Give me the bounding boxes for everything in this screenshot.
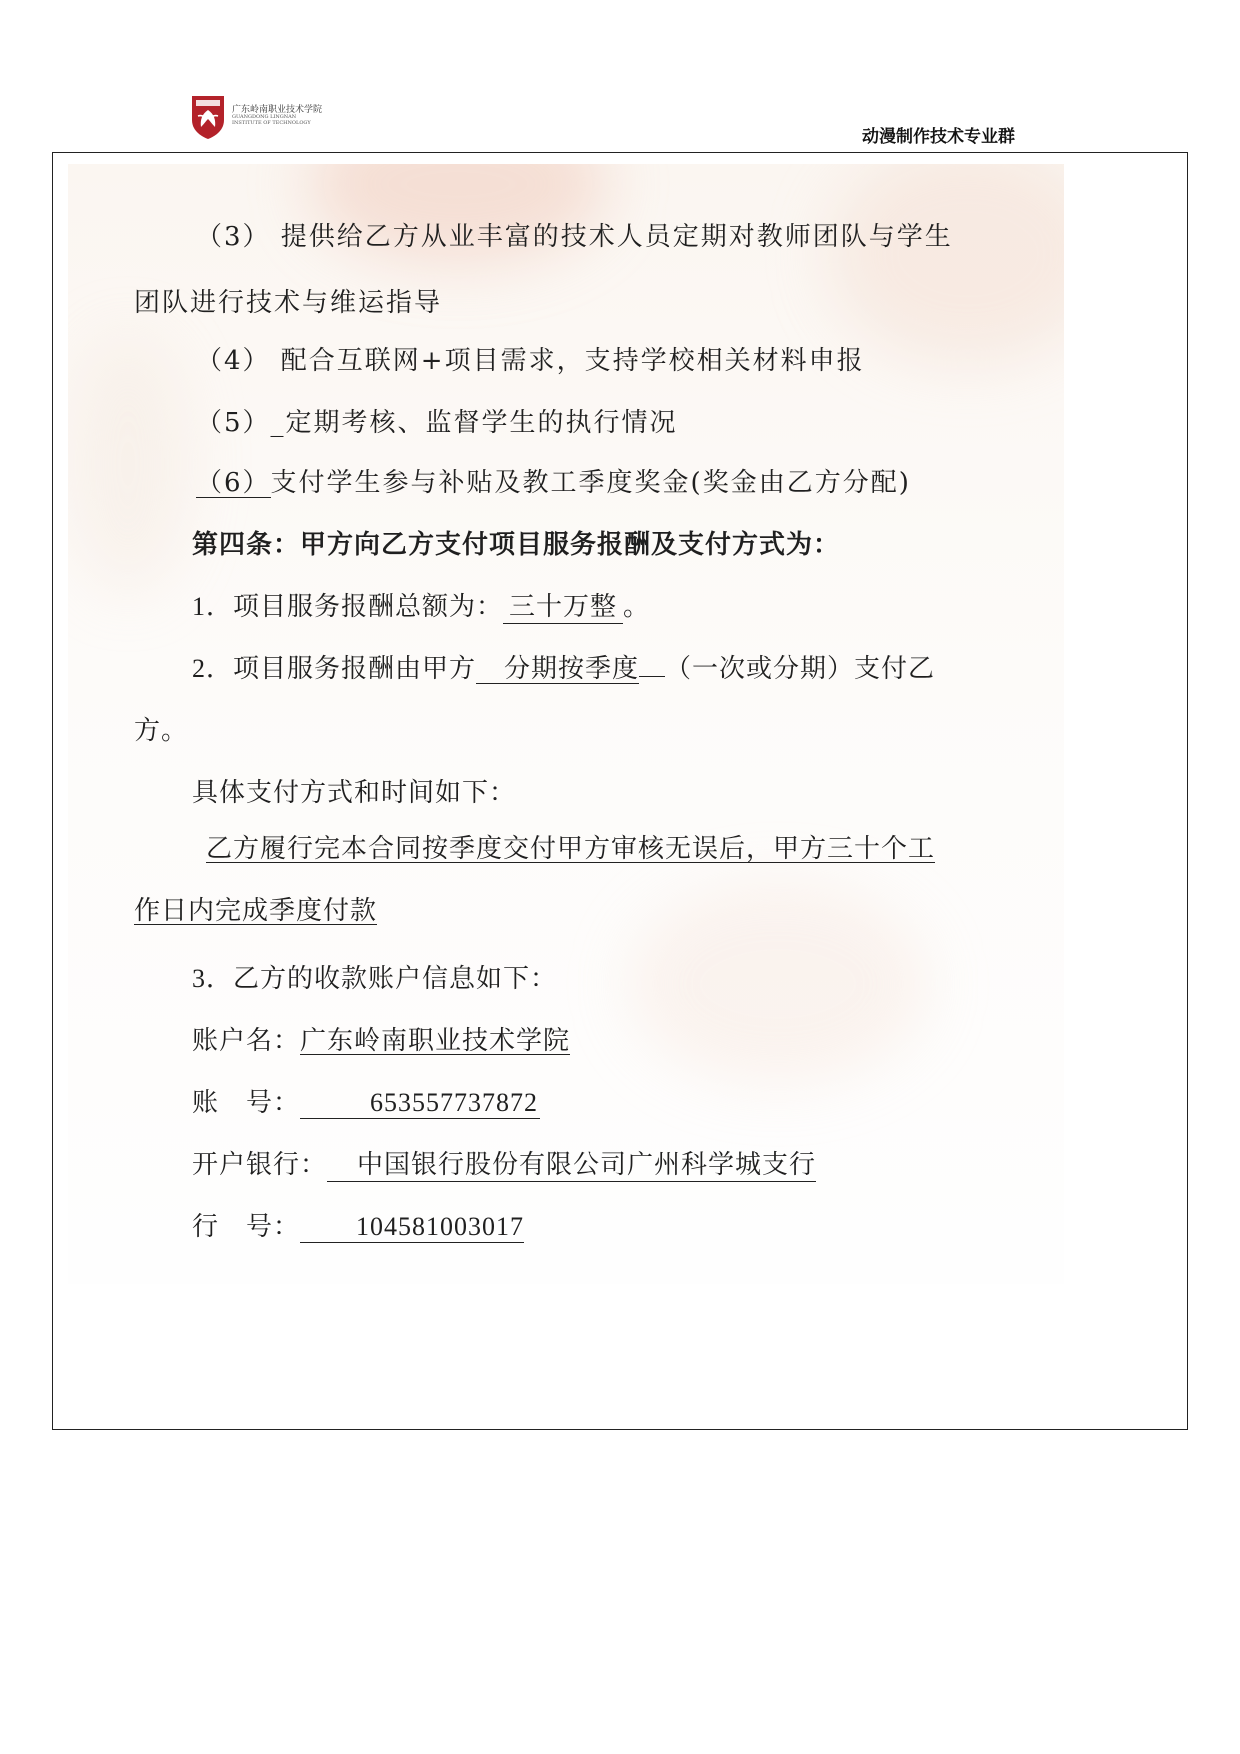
account-number-value: 653557737872 bbox=[300, 1088, 540, 1119]
clause-item-4: （4） 配合互联网+项目需求，支持学校相关材料申报 bbox=[196, 346, 865, 376]
clause-item-5-number: （5） bbox=[196, 408, 271, 438]
clause-item-6 bbox=[196, 462, 911, 499]
payment-method-line-1-text: 乙方履行完本合同按季度交付甲方审核无误后，甲方三十个工 bbox=[206, 834, 936, 863]
bank-label: 开户银行： bbox=[192, 1150, 328, 1179]
account-number-row bbox=[192, 1082, 540, 1119]
paper-stain bbox=[628, 884, 928, 1084]
account-name-value: 广东岭南职业技术学院 bbox=[300, 1026, 571, 1055]
logo-name-en-line-2: INSTITUTE OF TECHNOLOGY bbox=[232, 120, 311, 126]
payment-total-end: 。 bbox=[623, 592, 651, 621]
clause-item-3-line-1: （3） 提供给乙方从业丰富的技术人员定期对教师团队与学生 bbox=[196, 222, 953, 252]
payment-installment bbox=[192, 648, 935, 685]
bank-code-row bbox=[192, 1206, 524, 1243]
logo-name-en-line-1: GUANGDONG LINGNAN bbox=[232, 114, 297, 120]
account-name-row bbox=[192, 1020, 570, 1057]
clause-item-5-text: _定期考核、监督学生的执行情况 bbox=[270, 408, 678, 438]
payment-total-label: 1．项目服务报酬总额为： bbox=[192, 592, 504, 621]
payment-installment-line-2: 方。 bbox=[134, 716, 189, 745]
payment-total bbox=[192, 586, 650, 624]
article-4-heading: 第四条：甲方向乙方支付项目服务报酬及支付方式为： bbox=[192, 530, 841, 560]
department-group-title: 动漫制作技术专业群 bbox=[862, 127, 1015, 147]
logo-name-en bbox=[232, 114, 311, 126]
logo-name-cn: 广东岭南职业技术学院 bbox=[232, 105, 323, 115]
bank-row bbox=[192, 1144, 816, 1182]
payment-installment-mid: （一次或分期）支付乙 bbox=[665, 654, 936, 683]
payment-method-line-2-text: 作日内完成季度付款 bbox=[134, 896, 378, 925]
bank-value: 中国银行股份有限公司广州科学城支行 bbox=[327, 1144, 816, 1182]
paper-stain bbox=[68, 334, 188, 594]
shield-emblem-icon bbox=[190, 94, 226, 140]
clause-item-3-line-2: 团队进行技术与维运指导 bbox=[134, 288, 443, 318]
payment-method-label: 具体支付方式和时间如下： bbox=[192, 778, 517, 807]
account-info-label: 3．乙方的收款账户信息如下： bbox=[192, 964, 558, 993]
account-name-label: 账户名： bbox=[192, 1026, 301, 1055]
clause-item-6-number: （6） bbox=[196, 468, 271, 498]
payment-installment-label: 2．项目服务报酬由甲方 bbox=[192, 654, 477, 683]
bank-code-label: 行 号： bbox=[192, 1212, 301, 1241]
scanned-contract-page bbox=[68, 164, 1064, 1284]
bank-code-value: 104581003017 bbox=[300, 1212, 524, 1243]
payment-installment-value: 分期按季度 bbox=[476, 654, 639, 684]
institution-logo bbox=[190, 94, 330, 142]
paper-stain bbox=[828, 164, 1064, 364]
account-number-label: 账 号： bbox=[192, 1088, 301, 1117]
payment-total-value: 三十万整 bbox=[503, 586, 623, 624]
payment-method-line-1 bbox=[206, 834, 935, 864]
clause-item-6-text: 支付学生参与补贴及教工季度奖金(奖金由乙方分配) bbox=[270, 468, 911, 498]
payment-method-line-2 bbox=[134, 896, 377, 926]
clause-item-5 bbox=[196, 402, 678, 439]
